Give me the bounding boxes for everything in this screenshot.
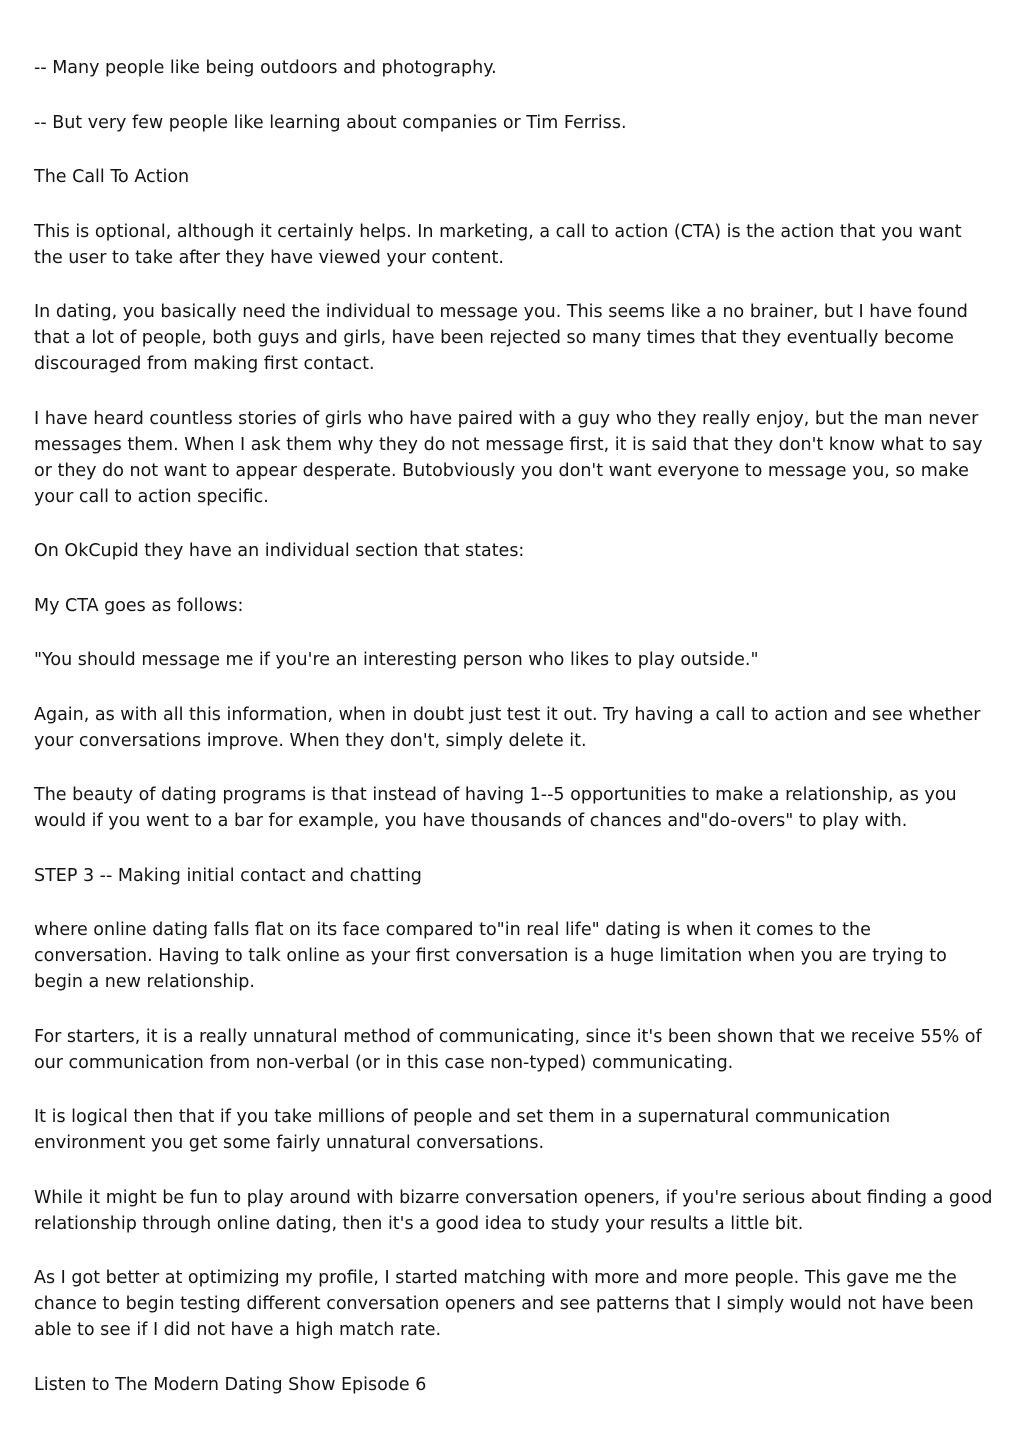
paragraph-optimizing-profile: As I got better at optimizing my profile, I started matching with more and more people. This gave me the chance to begin testing different conversation openers and see patterns that I simply would not have been able to see if I did not have a high match rate. <box>34 1268 974 1340</box>
paragraph-okcupid-section: On OkCupid they have an individual section that states: <box>34 541 525 561</box>
heading-step-3: STEP 3 -- Making initial contact and chatting <box>34 865 422 886</box>
paragraph-countless-stories: I have heard countless stories of girls who have paired with a guy who they really enjoy, but the man never messages them. When I ask them why they do not message first, it is said that they don't know what to say or they do not want to appear desperate. Butobviously you don't want everyone to message you, so make your call to action specific. <box>34 408 983 507</box>
paragraph-unnatural-method: For starters, it is a really unnatural method of communicating, since it's been shown that we receive 55% of our communication from non-verbal (or in this case non-typed) communicating. <box>34 1026 982 1073</box>
paragraph-online-dating-flat: where online dating falls flat on its face compared to"in real life" dating is when it comes to the conversation. Having to talk online as your first conversation is a huge limitation when you are trying to begin a new relationship. <box>34 920 947 992</box>
document-body <box>34 55 994 1426</box>
paragraph-logical-then: It is logical then that if you take millions of people and set them in a supernatural communication environment you get some fairly unnatural conversations. <box>34 1107 891 1153</box>
paragraph-listen-episode: Listen to The Modern Dating Show Episode 6 <box>34 1374 427 1395</box>
paragraph-my-cta: My CTA goes as follows: <box>34 595 244 616</box>
paragraph-test-it-out: Again, as with all this information, when in doubt just test it out. Try having a call to action and see whether your conversations improve. When they don't, simply delete it. <box>34 704 981 751</box>
paragraph-cta-definition: This is optional, although it certainly helps. In marketing, a call to action (CTA) is the action that you want the user to take after they have viewed your content. <box>34 221 962 268</box>
bullet-companies-tim-ferriss: -- But very few people like learning about companies or Tim Ferriss. <box>34 112 627 133</box>
quote-cta-example: "You should message me if you're an interesting person who likes to play outside." <box>34 650 759 670</box>
paragraph-dating-programs: The beauty of dating programs is that instead of having 1--5 opportunities to make a relationship, as you would if you went to a bar for example, you have thousands of chances and"do-overs" to play with. <box>34 785 957 831</box>
paragraph-dating-message: In dating, you basically need the individual to message you. This seems like a no brainer, but I have found that a lot of people, both guys and girls, have been rejected so many times that they eventually become discouraged from making first contact. <box>34 302 968 374</box>
paragraph-bizarre-openers: While it might be fun to play around with bizarre conversation openers, if you're serious about finding a good relationship through online dating, then it's a good idea to study your results a little bit. <box>34 1187 993 1234</box>
bullet-outdoors-photography: -- Many people like being outdoors and photography. <box>34 58 497 78</box>
heading-call-to-action: The Call To Action <box>34 167 190 187</box>
